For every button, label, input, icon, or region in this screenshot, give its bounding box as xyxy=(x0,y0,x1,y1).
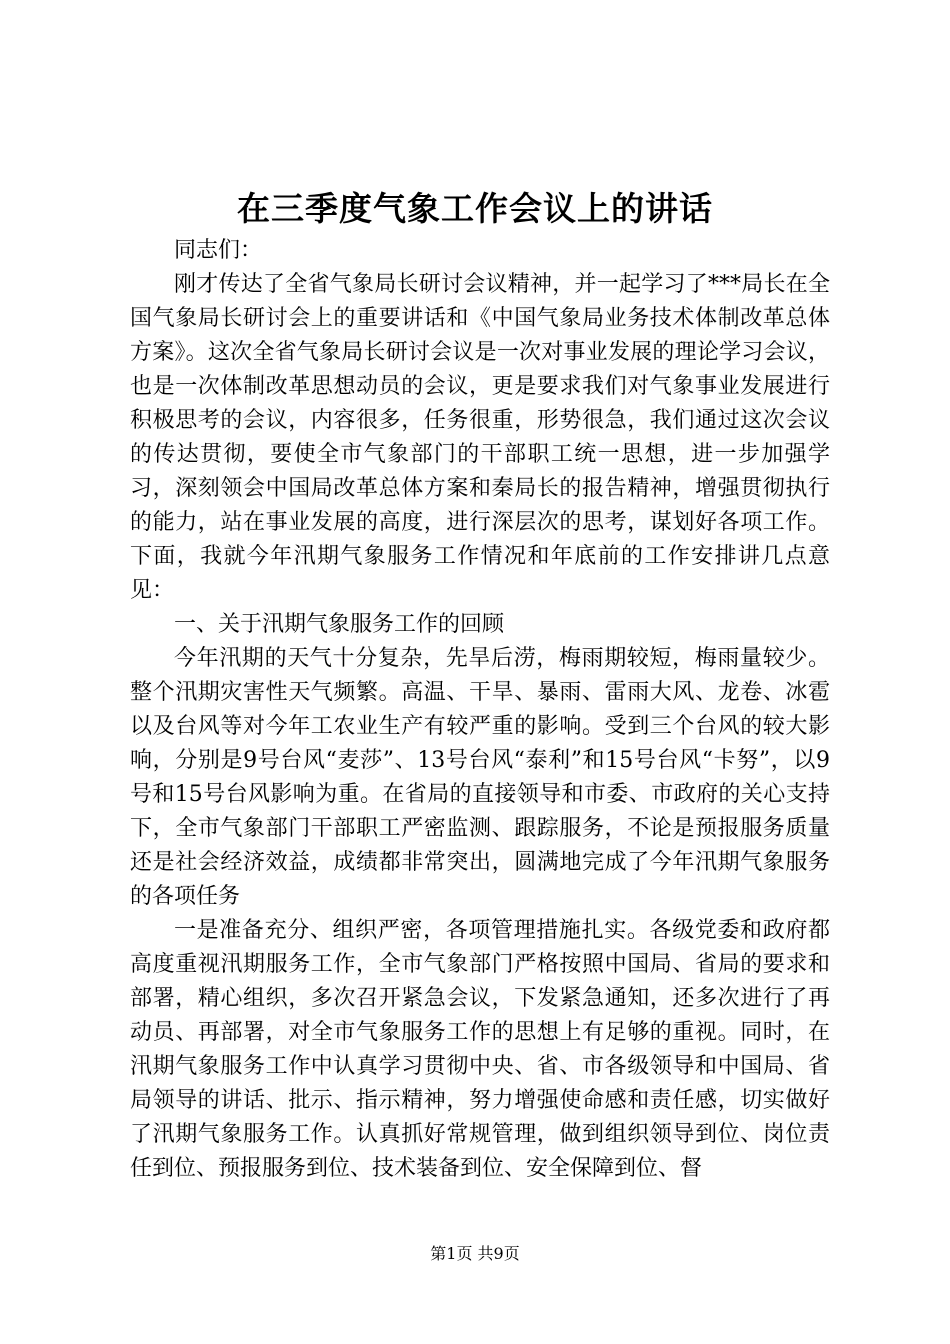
flood-season-review-paragraph: 今年汛期的天气十分复杂，先旱后涝，梅雨期较短，梅雨量较少。整个汛期灾害性天气频繁。高温、干旱、暴雨、雷雨大风、龙卷、冰雹以及台风等对今年工农业生产有较严重的影响。受到三个台风的较大影响，分别是9号台风“麦莎”、13号台风“泰利”和15号台风“卡努”，以9号和15号台风影响为重。在省局的直接领导和市委、市政府的关心支持下，全市气象部门干部职工严密监测、跟踪服务，不论是预报服务质量还是社会经济效益，成绩都非常突出，圆满地完成了今年汛期气象服务的各项任务 xyxy=(130,646,830,909)
page-number-footer: 第1页 共9页 xyxy=(430,1244,520,1263)
section-heading: 一、关于汛期气象服务工作的回顾 xyxy=(174,612,505,637)
intro-paragraph: 刚才传达了全省气象局长研讨会议精神，并一起学习了***局长在全国气象局长研讨会上的重要讲话和《中国气象局业务技术体制改革总体方案》。这次全省气象局长研讨会议是一次对事业发展的理论学习会议，也是一次体制改革思想动员的会议，更是要求我们对气象事业发展进行积极思考的会议，内容很多，任务很重，形势很急，我们通过这次会议的传达贯彻，要使全市气象部门的干部职工统一思想，进一步加强学习，深刻领会中国局改革总体方案和秦局长的报告精神，增强贯彻执行的能力，站在事业发展的高度，进行深层次的思考，谋划好各项工作。下面，我就今年汛期气象服务工作情况和年底前的工作安排讲几点意见： xyxy=(130,272,830,603)
document-body xyxy=(130,234,830,1186)
salutation-paragraph: 同志们： xyxy=(174,238,263,263)
document-title: 在三季度气象工作会议上的讲话 xyxy=(237,189,713,228)
preparation-paragraph: 一是准备充分、组织严密，各项管理措施扎实。各级党委和政府都高度重视汛期服务工作，全市气象部门严格按照中国局、省局的要求和部署，精心组织，多次召开紧急会议，下发紧急通知，还多次进行了再动员、再部署，对全市气象服务工作的思想上有足够的重视。同时，在汛期气象服务工作中认真学习贯彻中央、省、市各级领导和中国局、省局领导的讲话、批示、指示精神，努力增强使命感和责任感，切实做好了汛期气象服务工作。认真抓好常规管理，做到组织领导到位、岗位责任到位、预报服务到位、技术装备到位、安全保障到位、督 xyxy=(130,918,830,1181)
